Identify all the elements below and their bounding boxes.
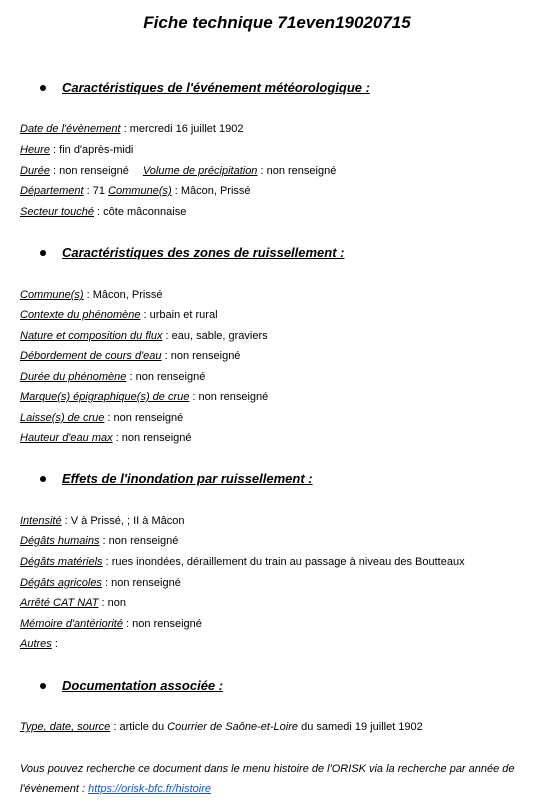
field-value: non renseigné [198, 391, 269, 403]
orisk-history-link[interactable]: https://orisk-bfc.fr/histoire [88, 783, 212, 795]
field-label: Dégâts matériels [20, 556, 103, 568]
field-value: non renseigné [111, 577, 181, 589]
field-debordement [20, 349, 240, 363]
field-label: Département [20, 185, 84, 197]
field-separator: : [83, 289, 93, 301]
field-heure [20, 143, 133, 157]
field-laisses [20, 411, 183, 425]
field-value: V à Prissé, ; II à Mâcon [70, 515, 185, 527]
field-duree-volume [20, 164, 336, 178]
section-meteo [0, 79, 554, 99]
field-label: Commune(s) [108, 185, 172, 197]
field-degats-humains [20, 534, 178, 548]
field-separator: : [99, 535, 109, 547]
field-arrete [20, 596, 126, 610]
field-degats-materiels [20, 555, 465, 569]
field-value: Mâcon, Prissé [180, 185, 251, 197]
field-value: non renseigné [121, 432, 192, 444]
field-value: non renseigné [266, 165, 337, 177]
field-autres [20, 637, 58, 651]
field-value: Mâcon, Prissé [92, 289, 163, 301]
field-departement [20, 184, 251, 198]
field-nature [20, 329, 268, 343]
bullet-icon [40, 683, 46, 689]
note-line-2 [20, 782, 211, 796]
field-separator: : [122, 618, 133, 630]
field-label: Volume de précipitation [142, 165, 258, 177]
field-degats-agricoles [20, 576, 181, 590]
bullet-icon [40, 250, 46, 256]
field-secteur [20, 205, 186, 219]
page-title: Fiche technique 71even19020715 [143, 13, 411, 32]
field-separator: : [161, 350, 171, 362]
field-label: Laisse(s) de crue [20, 412, 105, 424]
field-duree-phenomene [20, 370, 205, 384]
field-separator: : [61, 515, 71, 527]
field-value: côte mâconnaise [103, 206, 187, 218]
section-heading: Caractéristiques de l'événement météorologique : [62, 80, 370, 95]
newspaper-title: Courrier de Saône-et-Loire [167, 721, 299, 733]
field-value: 71 [92, 185, 106, 197]
field-separator: : [112, 432, 122, 444]
field-contexte [20, 308, 218, 322]
field-value: non renseigné [108, 535, 179, 547]
field-separator: : [104, 412, 114, 424]
field-value: non renseigné [170, 350, 241, 362]
section-zones [0, 244, 554, 264]
field-label: Type, date, source [20, 721, 111, 733]
field-value: non [107, 597, 126, 609]
field-separator: : [51, 638, 58, 650]
field-memoire [20, 617, 202, 631]
field-label: Hauteur d'eau max [20, 432, 113, 444]
section-heading: Documentation associée : [62, 678, 224, 693]
field-label: Dégâts humains [20, 535, 100, 547]
field-label: Débordement de cours d'eau [20, 350, 162, 362]
field-hauteur [20, 431, 192, 445]
section-documentation [0, 677, 554, 697]
field-value: urbain et rural [149, 309, 218, 321]
field-separator: : [101, 577, 112, 589]
field-source [20, 720, 423, 734]
field-separator: : [49, 144, 60, 156]
field-label: Heure [20, 144, 50, 156]
section-heading: Caractéristiques des zones de ruissellement : [62, 245, 345, 260]
field-separator: : [162, 330, 172, 342]
field-separator: : [189, 391, 199, 403]
note-line-1: Vous pouvez recherche ce document dans le menu histoire de l'ORISK via la recherche par année de [20, 763, 515, 775]
section-heading: Effets de l'inondation par ruissellement : [62, 471, 313, 486]
field-date [20, 122, 243, 136]
field-value: rues inondées, déraillement du train au passage à niveau des Boutteaux [111, 556, 465, 568]
field-separator: : [171, 185, 181, 197]
field-label: Date de l'évènement [20, 123, 121, 135]
bullet-icon [40, 85, 46, 91]
field-separator: : [120, 123, 130, 135]
field-label: Durée [20, 165, 50, 177]
field-separator: : [49, 165, 60, 177]
field-label: Secteur touché [20, 206, 94, 218]
field-label: Dégâts agricoles [20, 577, 102, 589]
field-label: Nature et composition du flux [20, 330, 163, 342]
field-separator: : [102, 556, 112, 568]
field-intensite [20, 514, 184, 528]
field-label: Intensité [20, 515, 62, 527]
field-separator: : [140, 309, 150, 321]
note-text: l'évènement : [20, 783, 89, 795]
field-value: mercredi 16 juillet 1902 [129, 123, 244, 135]
field-separator: : [110, 721, 120, 733]
field-value: non renseigné [135, 371, 206, 383]
field-value: non renseigné [113, 412, 184, 424]
field-label: Arrêté CAT NAT [20, 597, 99, 609]
field-value: eau, sable, graviers [171, 330, 268, 342]
field-marques [20, 390, 268, 404]
field-separator: : [98, 597, 108, 609]
field-label: Mémoire d'antériorité [20, 618, 123, 630]
field-label: Durée du phénomène [20, 371, 127, 383]
field-value: non renseigné [59, 165, 129, 177]
field-value: fin d'après-midi [59, 144, 134, 156]
field-label: Marque(s) épigraphique(s) de crue [20, 391, 190, 403]
field-separator: : [83, 185, 93, 197]
field-separator: : [126, 371, 136, 383]
field-value: article du [119, 721, 168, 733]
field-separator: : [257, 165, 267, 177]
field-label: Contexte du phénomène [20, 309, 141, 321]
field-value: non renseigné [132, 618, 202, 630]
bullet-icon [40, 476, 46, 482]
field-value: du samedi 19 juillet 1902 [298, 721, 423, 733]
field-separator: : [94, 206, 104, 218]
field-communes [20, 288, 162, 302]
section-effets [0, 470, 554, 490]
field-label: Autres [20, 638, 52, 650]
field-label: Commune(s) [20, 289, 84, 301]
